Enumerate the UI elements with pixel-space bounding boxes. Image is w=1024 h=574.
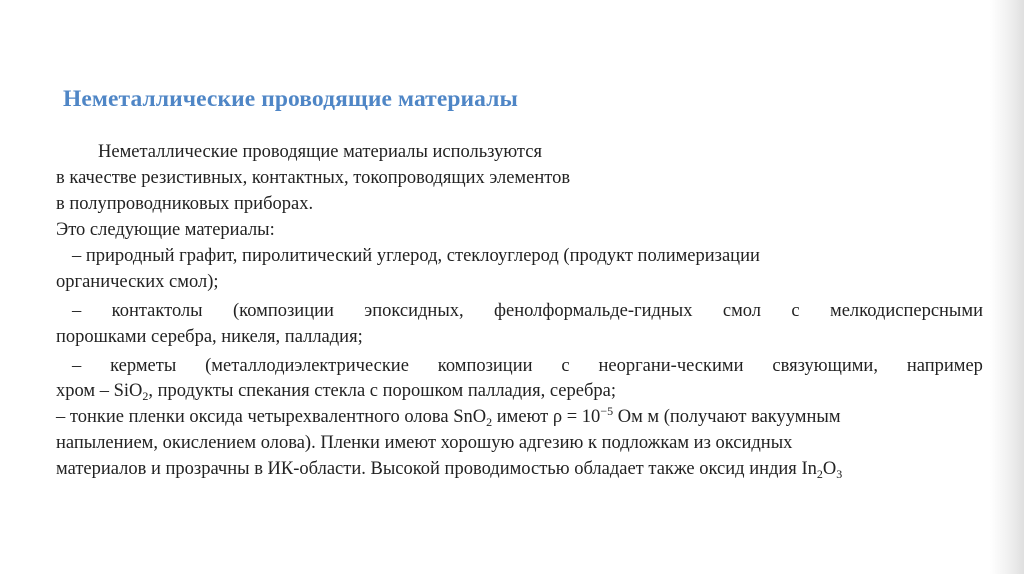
paragraph-line-3: в полупроводниковых приборах. bbox=[56, 194, 314, 214]
word: связующими, bbox=[772, 356, 878, 376]
word: мелкодисперсными bbox=[830, 301, 983, 321]
text-segment: , продукты спекания стекла с порошком палладия, серебра; bbox=[148, 381, 616, 401]
word: керметы bbox=[110, 356, 177, 376]
word: – bbox=[72, 356, 82, 376]
subscript: 2 bbox=[486, 415, 493, 429]
text-segment: Ом м (получают вакуумным bbox=[613, 407, 841, 427]
item-cermets-line-1 bbox=[72, 355, 983, 377]
item-cermets-line-2 bbox=[56, 380, 616, 402]
word: (металлодиэлектрические bbox=[205, 356, 409, 376]
item-films-line-3 bbox=[56, 458, 842, 480]
word: с bbox=[791, 301, 800, 321]
word: смол bbox=[722, 301, 762, 321]
paragraph-line-1: Неметаллические проводящие материалы используются bbox=[98, 142, 542, 162]
text-segment: материалов и прозрачны в ИК-области. Высокой проводимостью обладает также оксид индия In bbox=[56, 459, 817, 479]
slide-title: Неметаллические проводящие материалы bbox=[63, 86, 518, 112]
word: (композиции bbox=[233, 301, 334, 321]
subscript: 3 bbox=[836, 467, 843, 481]
word: с bbox=[561, 356, 570, 376]
word: фенолформальде-гидных bbox=[494, 301, 693, 321]
item-films-line-1 bbox=[56, 406, 841, 428]
item-films-line-2: напылением, окислением олова). Пленки имеют хорошую адгезию к подложкам из оксидных bbox=[56, 433, 793, 453]
superscript: −5 bbox=[600, 404, 614, 418]
item-contactols-line-1 bbox=[72, 300, 983, 322]
word: неоргани-ческими bbox=[598, 356, 744, 376]
paragraph-line-2: в качестве резистивных, контактных, токопроводящих элементов bbox=[56, 168, 571, 188]
slide-edge-shadow bbox=[990, 0, 1024, 574]
text-segment: имеют ρ = 10 bbox=[492, 407, 601, 427]
paragraph-line-4: Это следующие материалы: bbox=[56, 220, 275, 240]
item-contactols-line-2: порошками серебра, никеля, палладия; bbox=[56, 327, 363, 347]
word: контактолы bbox=[111, 301, 203, 321]
word: эпоксидных, bbox=[364, 301, 464, 321]
text-segment: хром – SiO bbox=[56, 381, 143, 401]
item-graphite-line-2: органических смол); bbox=[56, 272, 219, 292]
subscript: 2 bbox=[142, 389, 149, 403]
subscript: 2 bbox=[816, 467, 823, 481]
item-graphite-line-1: – природный графит, пиролитический углерод, стеклоуглерод (продукт полимеризации bbox=[72, 246, 760, 266]
word: композиции bbox=[437, 356, 533, 376]
word: – bbox=[72, 301, 82, 321]
text-segment: – тонкие пленки оксида четырехвалентного олова SnO bbox=[56, 407, 487, 427]
text-segment: O bbox=[822, 459, 837, 479]
word: например bbox=[906, 356, 983, 376]
